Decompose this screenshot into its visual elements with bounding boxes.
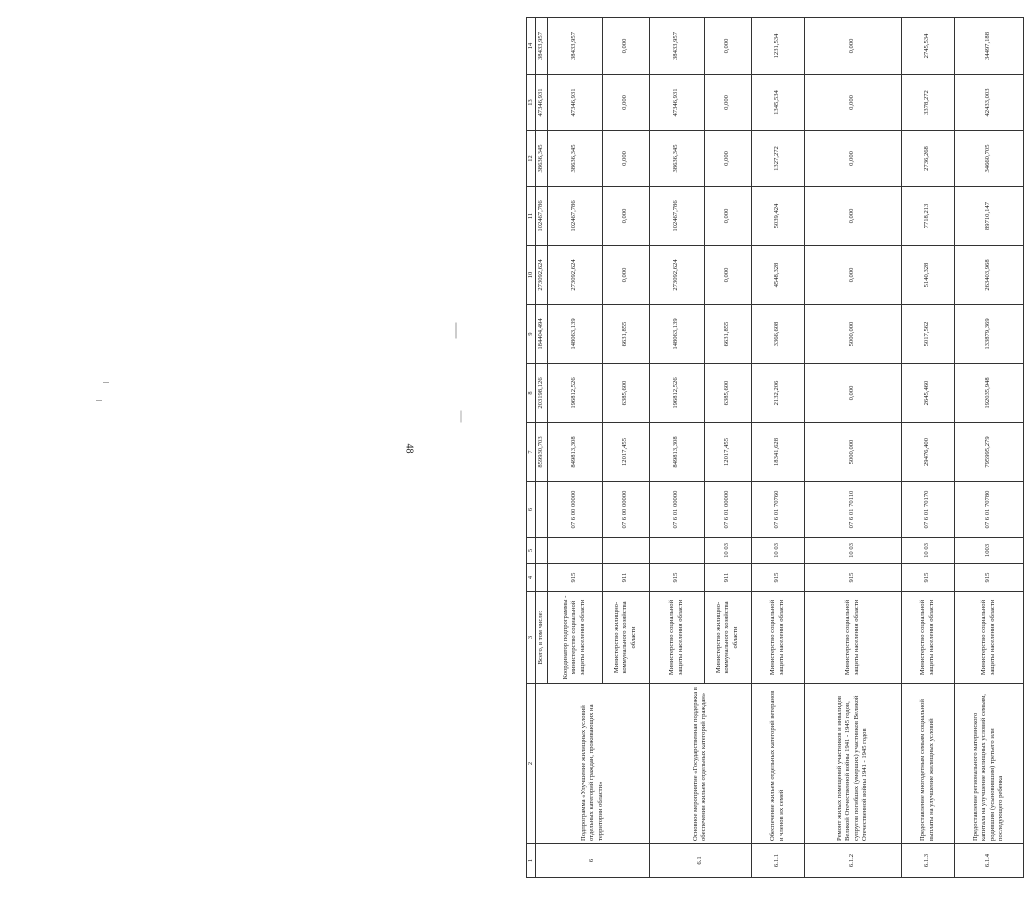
header-cell: 7 <box>527 423 536 482</box>
program-name: Подпрограмма «Улучшение жилищных условий отдельных категорий граждан, проживающих на территории области» <box>536 684 649 844</box>
value-cell: 38433,957 <box>536 18 547 75</box>
rz-cell <box>649 538 704 564</box>
executor-cell: Министерство социальной защиты населения области <box>901 592 954 684</box>
value-cell: 3378,272 <box>901 75 954 131</box>
value-cell: 0,000 <box>804 75 901 131</box>
csr-cell: 07 6 01 00000 <box>649 482 704 538</box>
value-cell: 849813,308 <box>547 423 602 482</box>
grbs-cell: 911 <box>602 564 649 592</box>
rz-cell <box>602 538 649 564</box>
csr-cell: 07 6 01 70170 <box>901 482 954 538</box>
budget-table <box>526 17 1024 878</box>
grbs-cell: 915 <box>547 564 602 592</box>
csr-cell: 07 6 01 00000 <box>704 482 751 538</box>
executor-cell: Министерство социальной защиты населения области <box>954 592 1023 684</box>
value-cell: 38433,957 <box>547 18 602 75</box>
value-cell: 0,000 <box>704 246 751 305</box>
value-cell: 203198,126 <box>536 364 547 423</box>
row-number: 6.1.1 <box>751 844 804 878</box>
value-cell: 1327,272 <box>751 131 804 187</box>
value-cell: 273092,624 <box>536 246 547 305</box>
value-cell: 273092,624 <box>649 246 704 305</box>
rotated-table-container <box>526 0 1005 878</box>
value-cell: 47346,931 <box>536 75 547 131</box>
value-cell: 263403,968 <box>954 246 1023 305</box>
header-cell: 10 <box>527 246 536 305</box>
rz-cell: 1003 <box>954 538 1023 564</box>
activity-name: Ремонт жилых помещений участников и инвалидов Великой Отечественной войны 1941 - 1945 годов, супругов погибших (умерших) участников Великой Отечественной войны 1941 - 1945 годов <box>804 684 901 844</box>
rz-cell <box>547 538 602 564</box>
value-cell: 38636,345 <box>536 131 547 187</box>
scan-mark <box>103 382 109 383</box>
value-cell: 18341,628 <box>751 423 804 482</box>
header-cell: 1 <box>527 844 536 878</box>
total-row <box>536 18 547 878</box>
value-cell: 6385,600 <box>602 364 649 423</box>
value-cell: 0,000 <box>602 131 649 187</box>
value-cell: 1345,534 <box>751 75 804 131</box>
csr-cell: 07 6 00 00000 <box>547 482 602 538</box>
grbs-cell: 915 <box>901 564 954 592</box>
value-cell: 0,000 <box>602 246 649 305</box>
rz-cell: 10 03 <box>704 538 751 564</box>
value-cell: 102467,786 <box>649 187 704 246</box>
activity-name: Основное мероприятие «Государственная поддержка в обеспечении жильем отдельных категорий граждан» <box>649 684 751 844</box>
value-cell: 0,000 <box>704 75 751 131</box>
grbs-cell <box>536 564 547 592</box>
activity-name: Обеспечение жильем отдельных категорий ветеранов и членов их семей <box>751 684 804 844</box>
value-cell: 196812,526 <box>547 364 602 423</box>
value-cell: 0,000 <box>804 131 901 187</box>
value-cell: 29476,400 <box>901 423 954 482</box>
table-row <box>804 18 901 878</box>
value-cell: 42433,003 <box>954 75 1023 131</box>
value-cell: 2132,206 <box>751 364 804 423</box>
value-cell: 148063,139 <box>649 305 704 364</box>
header-cell: 12 <box>527 131 536 187</box>
value-cell: 0,000 <box>602 18 649 75</box>
executor-cell: Министерство социальной защиты населения области <box>649 592 704 684</box>
value-cell: 0,000 <box>804 364 901 423</box>
value-cell: 38433,957 <box>649 18 704 75</box>
rz-cell: 10 03 <box>751 538 804 564</box>
row-number: 6.1.4 <box>954 844 1023 878</box>
header-cell: 5 <box>527 538 536 564</box>
header-cell: 3 <box>527 592 536 684</box>
value-cell: 102467,786 <box>547 187 602 246</box>
header-cell: 6 <box>527 482 536 538</box>
activity-name: Предоставление регионального материнского капитала на улучшение жилищных условий семьям, родившим (усыновившим) третьего или последующего ребенка <box>954 684 1023 844</box>
table-row <box>901 18 954 878</box>
value-cell: 6385,600 <box>704 364 751 423</box>
csr-cell: 07 6 00 00000 <box>602 482 649 538</box>
value-cell: 38636,345 <box>547 131 602 187</box>
csr-cell: 07 6 01 70780 <box>954 482 1023 538</box>
value-cell: 192035,948 <box>954 364 1023 423</box>
value-cell: 273092,624 <box>547 246 602 305</box>
activity-name: Предоставление многодетным семьям социальной выплаты на улучшение жилищных условий <box>901 684 954 844</box>
value-cell: 6631,855 <box>602 305 649 364</box>
value-cell: 12017,455 <box>602 423 649 482</box>
value-cell: 0,000 <box>704 187 751 246</box>
grbs-cell: 911 <box>704 564 751 592</box>
rz-cell <box>536 538 547 564</box>
table-row <box>751 18 804 878</box>
page-number: 48 <box>403 443 415 454</box>
row-number: 6 <box>536 844 649 878</box>
scan-mark <box>456 323 457 339</box>
header-cell: 11 <box>527 187 536 246</box>
value-cell: 5039,424 <box>751 187 804 246</box>
value-cell: 6631,855 <box>704 305 751 364</box>
value-cell: 89710,147 <box>954 187 1023 246</box>
table-row <box>954 18 1023 878</box>
value-cell: 2736,268 <box>901 131 954 187</box>
scan-mark <box>96 400 102 401</box>
value-cell: 0,000 <box>704 18 751 75</box>
header-cell: 4 <box>527 564 536 592</box>
value-cell: 34497,188 <box>954 18 1023 75</box>
executor-cell: Министерство социальной защиты населения области <box>751 592 804 684</box>
value-cell: 196812,526 <box>649 364 704 423</box>
value-cell: 0,000 <box>704 131 751 187</box>
value-cell: 184404,494 <box>536 305 547 364</box>
header-row <box>527 18 536 878</box>
value-cell: 148063,139 <box>547 305 602 364</box>
value-cell: 0,000 <box>804 187 901 246</box>
value-cell: 47346,931 <box>547 75 602 131</box>
value-cell: 859930,703 <box>536 423 547 482</box>
executor-cell: Министерство социальной защиты населения области <box>804 592 901 684</box>
executor-cell: Министерство жилищно-коммунального хозяйства области <box>704 592 751 684</box>
row-number: 6.1.2 <box>804 844 901 878</box>
csr-cell: 07 6 01 70760 <box>751 482 804 538</box>
executor-cell: Координатор подпрограммы - министерство социальной защиты населения области <box>547 592 602 684</box>
rz-cell: 10 03 <box>901 538 954 564</box>
grbs-cell: 915 <box>649 564 704 592</box>
value-cell: 4548,328 <box>751 246 804 305</box>
value-cell: 5017,562 <box>901 305 954 364</box>
grbs-cell: 915 <box>751 564 804 592</box>
value-cell: 38636,345 <box>649 131 704 187</box>
scan-mark <box>461 411 462 423</box>
value-cell: 7718,213 <box>901 187 954 246</box>
value-cell: 0,000 <box>602 187 649 246</box>
value-cell: 47346,931 <box>649 75 704 131</box>
value-cell: 2745,534 <box>901 18 954 75</box>
value-cell: 0,000 <box>602 75 649 131</box>
rz-cell: 10 03 <box>804 538 901 564</box>
value-cell: 12017,455 <box>704 423 751 482</box>
header-cell: 13 <box>527 75 536 131</box>
executor-cell: Министерство жилищно-коммунального хозяйства области <box>602 592 649 684</box>
value-cell: 5000,000 <box>804 305 901 364</box>
value-cell: 0,000 <box>804 246 901 305</box>
row-number: 6.1.3 <box>901 844 954 878</box>
header-cell: 9 <box>527 305 536 364</box>
value-cell: 3366,608 <box>751 305 804 364</box>
value-cell: 5140,328 <box>901 246 954 305</box>
value-cell: 34660,705 <box>954 131 1023 187</box>
csr-cell: 07 6 01 70110 <box>804 482 901 538</box>
value-cell: 1231,534 <box>751 18 804 75</box>
table-row <box>649 18 704 878</box>
value-cell: 0,000 <box>804 18 901 75</box>
value-cell: 2645,460 <box>901 364 954 423</box>
grbs-cell: 915 <box>804 564 901 592</box>
header-cell: 2 <box>527 684 536 844</box>
value-cell: 102467,786 <box>536 187 547 246</box>
total-label: Всего, в том числе: <box>536 592 547 684</box>
header-cell: 14 <box>527 18 536 75</box>
value-cell: 5000,000 <box>804 423 901 482</box>
grbs-cell: 915 <box>954 564 1023 592</box>
value-cell: 133879,369 <box>954 305 1023 364</box>
csr-cell <box>536 482 547 538</box>
value-cell: 795995,279 <box>954 423 1023 482</box>
row-number: 6.1 <box>649 844 751 878</box>
header-cell: 8 <box>527 364 536 423</box>
value-cell: 849813,308 <box>649 423 704 482</box>
